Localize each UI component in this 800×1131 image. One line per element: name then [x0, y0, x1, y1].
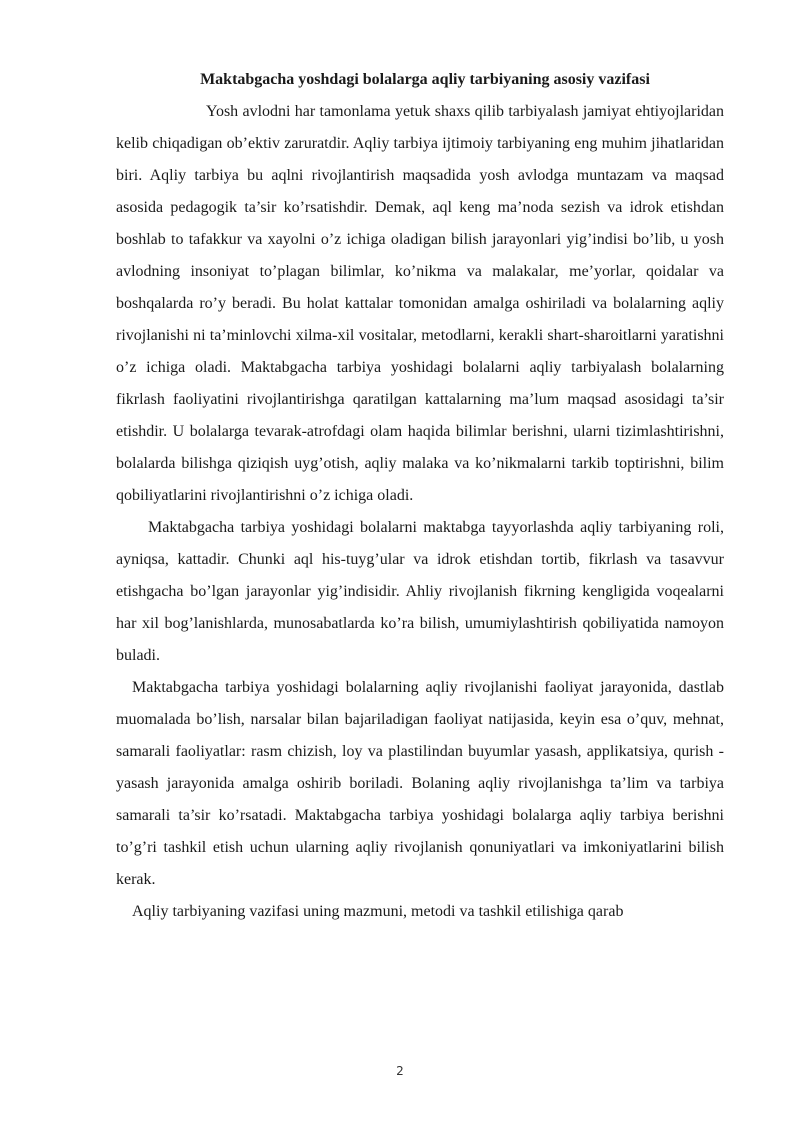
document-title: Maktabgacha yoshdagi bolalarga aqliy tarbiyaning asosiy vazifasi: [200, 71, 650, 88]
paragraph-2: Maktabgacha tarbiya yoshidagi bolalarni maktabga tayyorlashda aqliy tarbiyaning roli, ayniqsa, kattadir. Chunki aql his-tuyg’ular va idrok etishdan tortib, fikrlash va tasavvur etishgacha bo’lgan jarayonlar yig’indisidir. Ahliy rivojlanish fikrning kengligida voqealarni har xil bog’lanishlarda, munosabatlarda ko’ra bilish, umumiylashtirish qobiliyatida namoyon buladi.: [116, 519, 724, 664]
paragraph-1: Yosh avlodni har tamonlama yetuk shaxs qilib tarbiyalash jamiyat ehtiyojlaridan kelib chiqadigan ob’ektiv zaruratdir. Aqliy tarbiya ijtimoiy tarbiyaning eng muhim jihatlaridan biri. Aqliy tarbiya bu aqlni rivojlantirish maqsadida yosh avlodga muntazam va maqsad asosida pedagogik ta’sir ko’rsatishdir. Demak, aql keng ma’noda sezish va idrok etishdan boshlab to tafakkur va xayolni o’z ichiga oladigan bilish jarayonlari yig’indisi bo’lib, u yosh avlodning insoniyat to’plagan bilimlar, ko’nikma va malakalar, me’yorlar, qoidalar va boshqalarda ro’y beradi. Bu holat kattalar tomonidan amalga oshiriladi va bolalarning aqliy rivojlanishi ni ta’minlovchi xilma-xil vositalar, metodlarni, kerakli shart-sharoitlarni yaratishni o’z ichiga oladi. Maktabgacha tarbiya yoshidagi bolalarni aqliy tarbiyalash bolalarning fikrlash faoliyatini rivojlantirishga qaratilgan kattalarning ma’lum maqsad asosidagi ta’sir etishdir. U bolalarga tevarak-atrofdagi olam haqida bilimlar berishni, ularni tizimlashtirishni, bolalarda bilishga qiziqish uyg’otish, aqliy malaka va ko’nikmalarni tarkib toptirishni, bilim qobiliyatlarini rivojlantirishni o’z ichiga oladi.: [116, 103, 724, 504]
page-number: 2: [396, 1064, 404, 1078]
paragraph-3: Maktabgacha tarbiya yoshidagi bolalarning aqliy rivojlanishi faoliyat jarayonida, dastlab muomalada bo’lish, narsalar bilan bajariladigan faoliyat natijasida, keyin esa o’quv, mehnat, samarali faoliyatlar: rasm chizish, loy va plastilindan buyumlar yasash, applikatsiya, qurish - yasash jarayonida amalga oshirib boriladi. Bolaning aqliy rivojlanishga ta’lim va tarbiya samarali ta’sir ko’rsatadi. Maktabgacha tarbiya yoshidagi bolalarga aqliy tarbiya berishni to’g’ri tashkil etish uchun ularning aqliy rivojlanish qonuniyatlari va imkoniyatlarini bilish kerak.: [116, 679, 724, 888]
document-page: [116, 64, 724, 928]
paragraph-4: Aqliy tarbiyaning vazifasi uning mazmuni, metodi va tashkil etilishiga qarab: [132, 903, 624, 920]
